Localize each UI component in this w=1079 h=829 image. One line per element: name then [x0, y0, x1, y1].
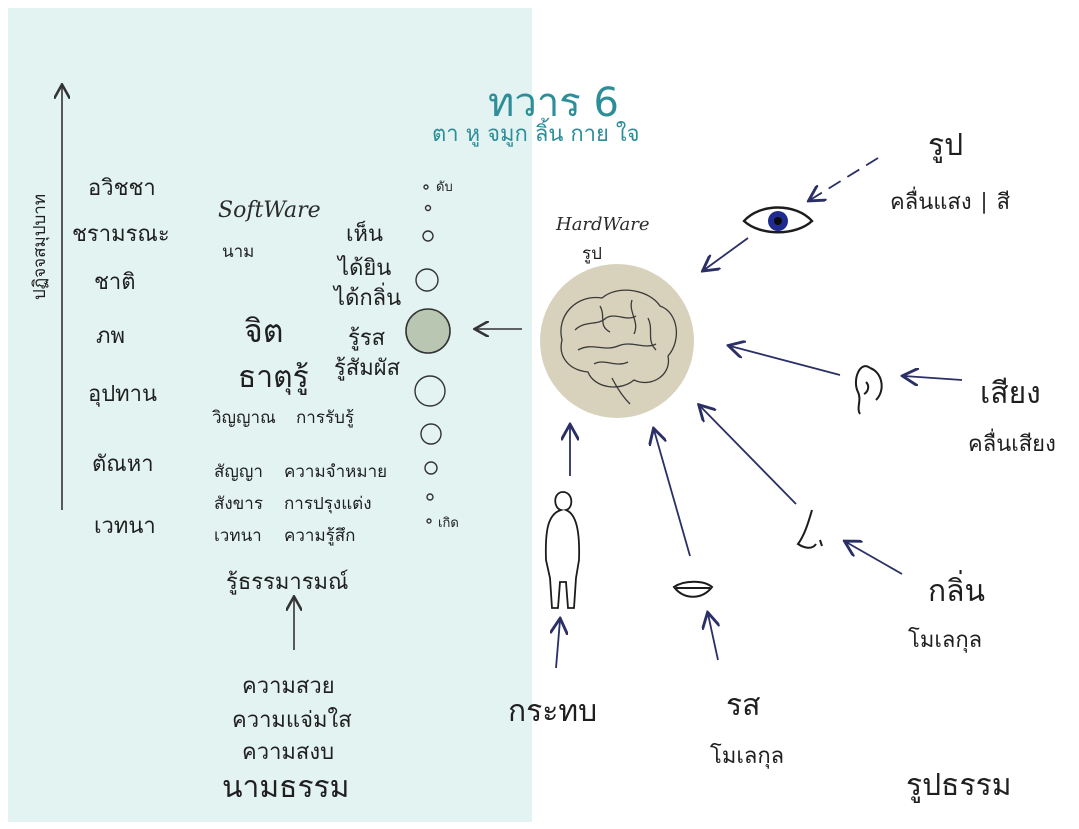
taste-sub: โมเลกุล — [710, 744, 785, 769]
hardware-sub: รูป — [582, 244, 602, 264]
cycle-top-label: ดับ — [436, 180, 453, 195]
nose-detail — [820, 540, 822, 546]
body-icon — [546, 492, 579, 608]
sense-hear: ได้ยิน — [338, 256, 392, 281]
chain-item-3: ชาติ — [94, 270, 136, 295]
eye-to-brain-arrow — [704, 238, 748, 270]
cycle-dot-3 — [423, 231, 433, 241]
page-subtitle: ตา หู จมูก ลิ้น กาย ใจ — [432, 122, 640, 147]
chain-item-5: อุปทาน — [88, 382, 158, 407]
cycle-dot-5 — [415, 376, 445, 406]
ear-to-brain-arrow — [730, 346, 840, 375]
cycle-dot-8 — [427, 494, 433, 500]
aggregate-name-1: วิญญาณ — [212, 408, 276, 428]
chain-item-1: อวิชชา — [88, 176, 156, 201]
aggregate-desc-4: ความรู้สึก — [284, 526, 356, 546]
touch-to-body-arrow — [556, 620, 560, 668]
aggregate-name-4: เวทนา — [214, 526, 262, 546]
aggregate-name-2: สัญญา — [214, 462, 263, 482]
quality-3: ความสงบ — [242, 740, 335, 765]
software-sub: นาม — [222, 242, 255, 262]
cycle-dot-2 — [426, 206, 431, 211]
form-title: รูป — [928, 128, 964, 163]
sound-to-ear-arrow — [904, 376, 962, 380]
rupa-label: รูปธรรม — [906, 768, 1012, 803]
mind-circle — [406, 309, 450, 353]
sense-taste: รู้รส — [348, 326, 386, 351]
smell-to-nose-arrow — [846, 542, 902, 574]
sense-see: เห็น — [346, 222, 384, 247]
form-arrow-dashed — [810, 158, 878, 200]
cycle-dot-1 — [424, 185, 428, 189]
chain-item-7: เวทนา — [94, 514, 156, 539]
aggregate-desc-3: การปรุงแต่ง — [284, 494, 372, 514]
sense-smell: ได้กลิ่น — [334, 286, 402, 311]
cycle-dot-9 — [427, 519, 431, 523]
aggregate-desc-2: ความจำหมาย — [284, 462, 388, 482]
cycle-dot-7 — [425, 462, 437, 474]
nose-icon — [798, 510, 816, 548]
nose-to-brain-arrow — [700, 406, 796, 504]
quality-2: ความแจ่มใส — [232, 708, 352, 733]
ear-icon — [856, 366, 882, 414]
touch-title: กระทบ — [508, 694, 598, 729]
page-title: ทวาร 6 — [488, 80, 619, 126]
aggregate-name-3: สังขาร — [214, 494, 263, 514]
cycle-dot-6 — [421, 424, 441, 444]
cycle-dot-4 — [416, 269, 438, 291]
mouth-icon — [674, 582, 712, 597]
software-label: SoftWare — [218, 198, 321, 223]
chain-item-6: ตัณหา — [92, 452, 154, 477]
element-of-knowing: ธาตุรู้ — [238, 360, 309, 395]
eye-icon — [744, 208, 812, 233]
sound-sub: คลื่นเสียง — [968, 432, 1056, 457]
brain-circle — [540, 264, 694, 418]
chain-item-2: ชรามรณะ — [72, 222, 170, 247]
form-sub: คลื่นแสง ∣ สี — [890, 190, 1011, 215]
mind-object-label: รู้ธรรมารมณ์ — [226, 570, 349, 595]
sound-title: เสียง — [980, 376, 1041, 411]
cycle-bottom-label: เกิด — [438, 516, 459, 531]
nama-label: นามธรรม — [222, 770, 350, 805]
quality-1: ความสวย — [242, 674, 335, 699]
hardware-label: HardWare — [556, 214, 650, 235]
aggregate-desc-1: การรับรู้ — [296, 408, 355, 428]
smell-title: กลิ่น — [928, 574, 986, 609]
sense-touch: รู้สัมผัส — [334, 356, 401, 381]
taste-title: รส — [726, 688, 761, 723]
axis-label: ปฏิจจสมุปบาท — [30, 193, 50, 300]
mouth-to-brain-arrow — [654, 430, 690, 556]
taste-to-mouth-arrow — [708, 614, 718, 660]
smell-sub: โมเลกุล — [908, 628, 983, 653]
mind-label: จิต — [244, 312, 284, 350]
chain-item-4: ภพ — [96, 324, 126, 349]
